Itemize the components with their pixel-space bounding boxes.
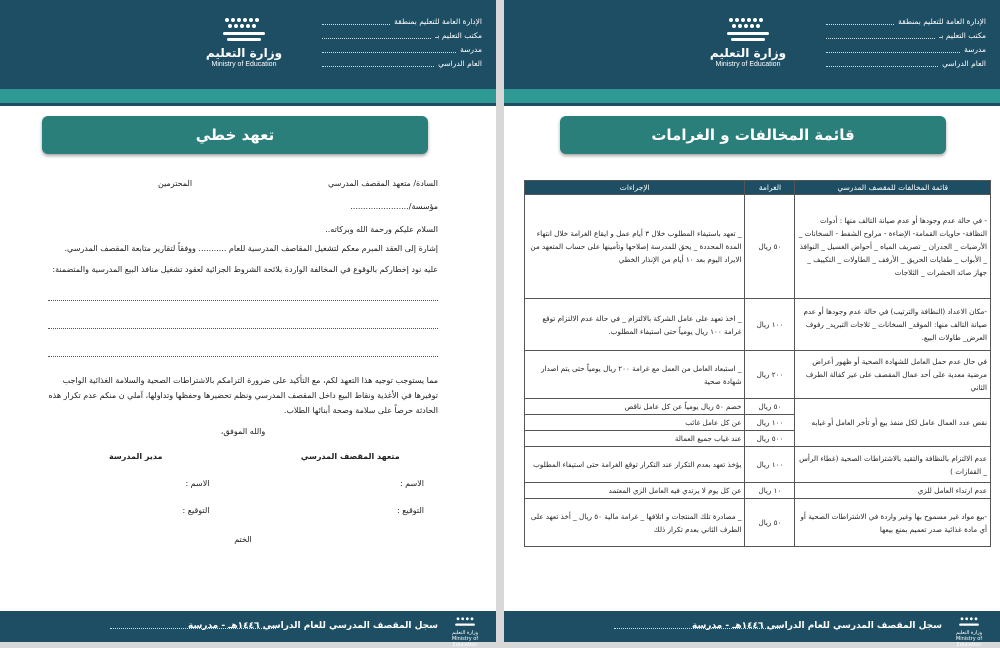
institution-line: مؤسسة/.......................: [350, 202, 438, 211]
addressee: السادة/ متعهد المقصف المدرسي: [327, 179, 438, 188]
pledge-page: [0, 0, 496, 648]
table-row: [525, 351, 991, 399]
greeting: السلام عليكم ورحمة الله وبركاته..: [325, 225, 438, 234]
fine-cell: ١٠ ريال: [745, 483, 795, 499]
header-divider: [0, 103, 496, 106]
action-cell: عن كل عامل غائب: [525, 415, 745, 431]
table-header-row: [525, 181, 991, 195]
page-footer: [0, 611, 496, 648]
footer-text: سجل المقصف المدرسي للعام الدراسي ١٤٤٦هـ - مدرسة: [187, 621, 438, 631]
header-line: الإدارة العامة للتعليم بمنطقة: [826, 14, 986, 28]
ministry-logo: [196, 14, 292, 76]
signer-contractor: [263, 449, 439, 530]
fine-cell: ٢٠٠ ريال: [745, 351, 795, 399]
column-header-actions: الإجراءات: [525, 181, 745, 195]
fine-cell: ٥٠ ريال: [745, 499, 795, 547]
header-accent-stripe: [504, 89, 1000, 103]
header-line: الإدارة العامة للتعليم بمنطقة: [322, 14, 482, 28]
footer-logo-en: Ministry of Education: [451, 636, 479, 648]
violation-cell: نقص عدد العمال عامل لكل منفذ بيع أو تأخر العامل أو غيابه: [795, 399, 991, 447]
page-title: تعهد خطي: [42, 116, 428, 154]
fine-cell: ١٠٠ ريال: [745, 299, 795, 351]
table-row: [525, 195, 991, 299]
fine-cell: ٥٠ ريال: [745, 195, 795, 299]
blank-line[interactable]: [48, 317, 438, 329]
header-line: مدرسة: [322, 42, 482, 56]
signer-principal-title: مدير المدرسة: [109, 452, 163, 461]
footer-logo-ar: وزارة التعليم: [451, 630, 479, 636]
header-info-lines: [322, 14, 482, 70]
blank-line[interactable]: [48, 345, 438, 357]
footer-logo-en: Ministry of Education: [955, 636, 983, 648]
principal-name-field[interactable]: الاسم :: [185, 479, 210, 488]
footer-dotted-line: [614, 628, 780, 629]
addressee-row: [48, 176, 438, 191]
footer-logo-icon: [957, 616, 981, 630]
violation-cell: - في حالة عدم وجودها أو عدم صيانة التالف منها : أدوات النظافة- حاويات القمامة- الإضاءة - مراوح الشفط - السخانات _ الأرضيات _ الجدران _ تصريف المياه _ أحواض الغسيل _ النوافذ _ الأبواب _ طفايات الحريق _ الأرفف _ الطاولات _ التكييف _ جهاز صائد الحشرات _ الثلاجات: [795, 195, 991, 299]
paragraph-reference: إشارة إلى العقد المبرم معكم لتشغيل المقاصف المدرسية للعام ........... ووفقاً لتقارير متابعة المقصف المدرسي.: [64, 244, 438, 253]
ministry-logo: [700, 14, 796, 76]
closing: والله الموفق،: [220, 427, 266, 436]
page-header: [0, 0, 496, 89]
logo-arabic-text: وزارة التعليم: [205, 46, 283, 60]
footer-text: سجل المقصف المدرسي للعام الدراسي ١٤٤٦هـ - مدرسة: [691, 621, 942, 631]
logo-english-text: Ministry of Education: [211, 61, 277, 68]
table-row: [525, 299, 991, 351]
footer-logo: [948, 616, 990, 648]
contractor-name-field[interactable]: الاسم :: [399, 479, 424, 488]
violation-cell: عدم ارتداء العامل للزي: [795, 483, 991, 499]
header-line: مدرسة: [826, 42, 986, 56]
action-cell: خصم ٥٠ ريال يومياً عن كل عامل ناقص: [525, 399, 745, 415]
page-title: قائمة المخالفات و الغرامات: [560, 116, 946, 154]
header-line: العام الدراسي: [826, 56, 986, 70]
footer-logo: [444, 616, 486, 648]
header-line: مكتب التعليم بـ: [322, 28, 482, 42]
column-header-violation: قائمة المخالفات للمقصف المدرسي: [795, 181, 991, 195]
blank-line[interactable]: [48, 289, 438, 301]
logo-arabic-text: وزارة التعليم: [709, 46, 787, 60]
fine-cell: ١٠٠ ريال: [745, 415, 795, 431]
footer-dotted-line: [110, 628, 276, 629]
logo-english-text: Ministry of Education: [715, 61, 781, 68]
header-line: مكتب التعليم بـ: [826, 28, 986, 42]
footer-logo-ar: وزارة التعليم: [955, 630, 983, 636]
action-cell: _ اخذ تعهد على عامل الشركة بالالتزام _ في حالة عدم الالتزام توقع غرامة ١٠٠ ريال يومياً حتى استيفاء المطلوب.: [525, 299, 745, 351]
page-footer: [504, 611, 1000, 648]
action-cell: _ استبعاد العامل من العمل مع غرامة ٢٠٠ ريال يومياً حتى يتم اصدار شهادة صحية: [525, 351, 745, 399]
action-cell: عن كل يوم لا يرتدي فيه العامل الزي المعتمد: [525, 483, 745, 499]
violations-page: [504, 0, 1000, 648]
table-row: [525, 447, 991, 483]
action-cell: _ مصادرة تلك المنتجات و اتلافها _ غرامة مالية ٥٠ ريال _ أخذ تعهد على الطرف الثاني بعدم تكرار ذلك: [525, 499, 745, 547]
fine-cell: ١٠٠ ريال: [745, 447, 795, 483]
action-cell: _ تعهد باستيفاء المطلوب خلال ٣ أيام عمل و ايقاع الغرامة خلال انتهاء المدة المحددة _ يحق للمدرسة إصلاحها وتأمينها على حساب المتعهد من الايراد اليوم بعد ١٠ أيام من الإنذار الخطي: [525, 195, 745, 299]
header-info-lines: [826, 14, 986, 70]
violation-cell: -بيع مواد غير مسموح بها وغير واردة في الاشتراطات الصحية أو أي مادة غذائية صدر تعميم بمنع بيعها: [795, 499, 991, 547]
action-cell: عند غياب جميع العمالة: [525, 431, 745, 447]
footer-logo-icon: [453, 616, 477, 630]
column-header-fine: الغرامة: [745, 181, 795, 195]
pledge-body: [48, 176, 438, 547]
signature-section: [48, 449, 438, 530]
action-cell: يؤخذ تعهد بعدم التكرار عند التكرار توقع الغرامة حتى استيفاء المطلوب: [525, 447, 745, 483]
table-row: [525, 399, 991, 415]
header-divider: [504, 103, 1000, 106]
principal-signature-field[interactable]: التوقيع :: [182, 506, 210, 515]
signer-principal: [48, 449, 224, 530]
table-row: [525, 483, 991, 499]
violation-cell: عدم الالتزام بالنظافة والتقيد بالاشتراطات الصحية (غطاء الرأس _ القفازات ): [795, 447, 991, 483]
header-line: العام الدراسي: [322, 56, 482, 70]
header-accent-stripe: [0, 89, 496, 103]
fine-cell: ٥٠٠ ريال: [745, 431, 795, 447]
ministry-logo-icon: [219, 14, 269, 44]
violations-table: [524, 180, 991, 547]
page-header: [504, 0, 1000, 89]
ministry-logo-icon: [723, 14, 773, 44]
signer-contractor-title: متعهد المقصف المدرسي: [300, 452, 400, 461]
stamp-label: الختم: [234, 535, 252, 544]
violation-cell: في حال عدم حمل العامل للشهادة الصحية أو ظهور أعراض مرضية معدية على أحد عمال المقصف على غير كفالة الطرف الثاني: [795, 351, 991, 399]
table-row: [525, 499, 991, 547]
contractor-signature-field[interactable]: التوقيع :: [397, 506, 424, 515]
paragraph-notice: عليه نود إخطاركم بالوقوع في المخالفة الواردة بلائحة الشروط الجزائية لعقود تشغيل منافذ البيع المدرسية والمتضمنة:: [52, 265, 438, 274]
violation-cell: -مكان الاعداد (النظافة والترتيب) في حالة عدم وجودها أو عدم صيانة التالف منها: الموقد_ السخانات _ ثلاجات التبريد_ رفوف العرض_ طاولات البيع.: [795, 299, 991, 351]
fine-cell: ٥٠ ريال: [745, 399, 795, 415]
paragraph-commitment: مما يستوجب توجيه هذا التعهد لكم، مع التأكيد على ضرورة التزامكم بالاشتراطات الصحية والسلامة الغذائية الواجب توفيرها في الأغذية ونقاط البيع داخل المقصف المدرسي ونظم تحضيرها وحفظها وتداولها، آملي ن منكم عدم تكرار هذه الحادثة حرصاً على سلامة وصحة أبنائها الطلاب.: [48, 376, 438, 415]
honorific: المحترمين: [158, 179, 193, 188]
